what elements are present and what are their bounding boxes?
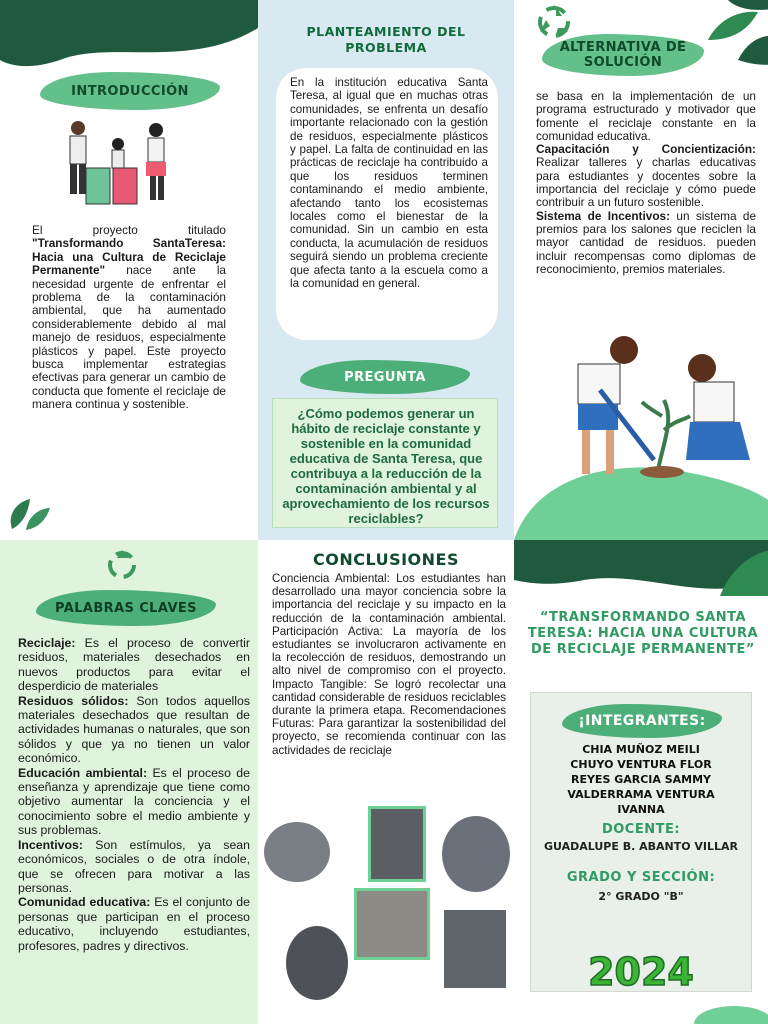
keywords-heading-banner <box>36 590 216 626</box>
intro-paragraph <box>32 224 226 412</box>
panel-portada <box>514 540 768 1024</box>
keyword-definition: Es el conjunto de personas que participan en el proceso educativo, incluyendo estudiantes, profesores, padres y directivos. <box>18 895 250 953</box>
problem-text: En la institución educativa Santa Teresa, al igual que en muchas otras comunidades, se enfrenta un desafío importante relacionado con la gestión de residuos, especialmente plásticos y papel. La falta de continuidad en las prácticas de reciclaje ha contribuido a que los residuos terminen contaminando el medio ambiente, afectando tanto los ecosistemas locales como el bienestar de la comunidad. Sin un cambio en esta conducta, la acumulación de residuos seguirá siendo un problema creciente que afecta tanto a la escuela como a la comunidad en general. <box>290 76 488 291</box>
members-list <box>534 742 748 817</box>
keyword-item <box>18 895 250 953</box>
conclusions-text: Conciencia Ambiental: Los estudiantes han desarrollado una mayor conciencia sobre la importancia del reciclaje y su impacto en la reducción de la contaminación ambiental. Participación Activa: La mayoría de los estudiantes se involucraron activamente en la recolección de residuos, demostrando un alto nivel de compromiso con el proyecto. Impacto Tangible: Se logró recolectar una cantidad considerable de residuos reciclables durante la primera etapa. Recomendaciones Futuras: Para garantizar la sostenibilidad del proyecto, se recomienda continuar con las actividades de reciclaje <box>272 572 506 757</box>
solution-item2-text: un sistema de premios para los salones que reciclen la mayor cantidad de residuos. pueden incluir recompensas como diplomas de reconocimiento, premios materiales. <box>536 208 757 276</box>
keyword-term: Reciclaje: <box>18 636 76 650</box>
member-name: IVANNA <box>617 803 665 816</box>
solution-intro: se basa en la implementación de un programa estructurado y motivador que fomente el reciclaje constante en la comunidad educativa. <box>536 89 756 143</box>
keyword-definition: Son estímulos, ya sean económicos, sociales o de otra índole, que se ofrecen para motivar a las personas. <box>18 837 250 895</box>
decorative-wave <box>0 0 258 70</box>
member-name: CHUYO VENTURA FLOR <box>570 758 712 771</box>
keyword-item <box>18 838 250 896</box>
cover-title: “TRANSFORMANDO SANTA TERESA: HACIA UNA CULTURA DE RECICLAJE PERMANENTE” <box>527 610 759 657</box>
members-heading: ¡INTEGRANTES: <box>578 713 706 729</box>
leaf-icon <box>2 494 52 534</box>
leaf-icon <box>710 540 768 600</box>
recycle-icon <box>532 0 576 40</box>
collage-photo-1 <box>264 822 330 882</box>
member-name: VALDERRAMA VENTURA <box>567 788 715 801</box>
leaf-cluster-icon <box>698 0 768 70</box>
keywords-list <box>18 636 250 953</box>
intro-heading-banner <box>40 72 220 110</box>
keyword-definition: Son todos aquellos materiales desechados que resultan de actividades humanas o naturales, que son sólidos y que ya no tienen un valor económico. <box>18 693 250 766</box>
keyword-item <box>18 694 250 766</box>
recycle-icon <box>104 548 140 582</box>
collage-photo-2 <box>368 806 426 882</box>
keywords-heading: PALABRAS CLAVES <box>55 600 197 616</box>
decorative-blob <box>514 994 768 1024</box>
intro-project-title: "Transformando SantaTeresa: Hacia una Cultura de Reciclaje Permanente" <box>32 236 226 278</box>
grade-heading: GRADO Y SECCIÓN: <box>566 870 716 885</box>
keyword-item <box>18 636 250 694</box>
question-text: ¿Cómo podemos generar un hábito de reciclaje constante y sostenible en la comunidad educativa de Santa Teresa, que contribuya a la reducción de la contaminación ambiental y al aprovechamiento de los recursos reciclables? <box>282 406 490 526</box>
panel-conclusiones <box>258 540 514 1024</box>
recycling-people-illustration <box>58 116 178 211</box>
collage-photo-6 <box>444 910 506 988</box>
panel-alternativa <box>514 0 768 540</box>
solution-item1-text: Realizar talleres y charlas educativas para estudiantes y docentes sobre la importancia del reciclaje y cómo puede contribuir a un futuro sostenible. <box>536 155 756 210</box>
member-name: REYES GARCIA SAMMY <box>570 773 712 786</box>
solution-item2-label: Sistema de Incentivos: <box>536 208 671 223</box>
year-label: 2024 <box>588 950 694 994</box>
panel-introduccion <box>0 0 258 540</box>
solution-item1-label: Capacitación y Concientización: <box>536 142 756 157</box>
keyword-term: Educación ambiental: <box>18 765 148 780</box>
teacher-heading: DOCENTE: <box>601 822 681 837</box>
teacher-name: GUADALUPE B. ABANTO VILLAR <box>543 840 739 853</box>
question-heading: PREGUNTA <box>344 369 426 385</box>
keyword-item <box>18 766 250 838</box>
intro-heading: INTRODUCCIÓN <box>71 83 189 99</box>
solution-heading-line1: ALTERNATIVA DE <box>559 40 687 55</box>
solution-text <box>536 90 756 276</box>
keyword-definition: Es el proceso de convertir residuos, materiales desechados en nuevos productos para evitar el desperdicio de materiales <box>18 636 250 694</box>
grade-value: 2° GRADO "B" <box>598 890 684 903</box>
intro-lead-text: El proyecto titulado <box>32 223 226 237</box>
keyword-term: Residuos sólidos: <box>18 693 129 708</box>
member-name: CHIA MUÑOZ MEILI <box>582 743 700 756</box>
panel-planteamiento <box>258 0 514 540</box>
solution-heading-banner <box>542 34 704 76</box>
keyword-term: Incentivos: <box>18 837 83 852</box>
question-heading-banner <box>300 360 470 394</box>
collage-photo-3 <box>442 816 510 892</box>
panel-palabras-claves <box>0 540 258 1024</box>
problem-heading-line1: PLANTEAMIENTO DEL <box>306 24 466 39</box>
keyword-term: Comunidad educativa: <box>18 895 151 910</box>
kids-planting-illustration <box>514 320 768 540</box>
conclusions-heading: CONCLUSIONES <box>312 550 459 569</box>
collage-photo-4 <box>354 888 430 960</box>
problem-heading <box>258 24 514 56</box>
collage-photo-5 <box>286 926 348 1000</box>
keyword-definition: Es el proceso de enseñanza y aprendizaje que tiene como objetivo aumentar la conciencia y el conocimiento sobre el medio ambiente y sus problemas. <box>18 765 250 838</box>
problem-heading-line2: PROBLEMA <box>345 40 427 55</box>
solution-heading-line2: SOLUCIÓN <box>583 55 663 70</box>
intro-rest-text: nace ante la necesidad urgente de enfrentar el problema de la contaminación ambiental, que ha aumentado considerablemente debido al mal manejo de residuos, especialmente plásticos y papel. Este proyecto busca implementar estrategias efectivas para generar un cambio de conducta que fomente el reciclaje de manera continua y sostenible. <box>32 263 226 412</box>
